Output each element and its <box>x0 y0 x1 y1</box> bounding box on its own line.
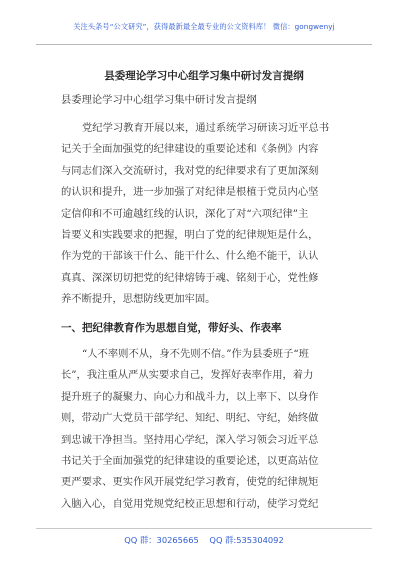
document-subtitle: 县委理论学习中心组学习集中研讨发言提纲 <box>61 94 257 106</box>
paragraph-line: 书记关于全面加强党的纪律建设的重要论述，以更高站位 <box>61 454 319 467</box>
footer-qq-group-2: QQ 群:535304092 <box>209 535 284 545</box>
paragraph-line: 更严要求、更实作风开展党纪学习教育，使党的纪律规矩 <box>61 476 319 489</box>
paragraph-line: 真真、深深切切把党的纪律熔铸于魂、铭刻于心，党性修 <box>61 271 319 284</box>
header-divider <box>36 44 372 45</box>
document-title: 县委理论学习中心组学习集中研讨发言提纲 <box>104 70 304 82</box>
footer-qq-group-1: QQ 群：30265665 <box>124 535 199 545</box>
paragraph-line: 长”，我注重从严从实要求自己，发挥好表率作用，着力 <box>61 369 314 382</box>
paragraph-line: 与同志们深入交流研讨，我对党的纪律要求有了更加深刻 <box>61 164 319 177</box>
paragraph-line: 则，带动广大党员干部学纪、知纪、明纪、守纪，始终做 <box>61 412 319 425</box>
paragraph-line: 记关于全面加强党的纪律建设的重要论述和《条例》内容 <box>61 143 319 156</box>
section-heading: 一、把纪律教育作为思想自觉，带好头、作表率 <box>61 322 282 334</box>
paragraph-line: 党纪学习教育开展以来，通过系统学习研读习近平总书 <box>82 122 330 134</box>
header-banner: 关注头条号“公文研究”，获得最新最全最专业的公文资料库！ 微信：gongwenyj <box>73 22 335 31</box>
paragraph-line: 到忠诚干净担当。坚持用心学纪，深入学习领会习近平总 <box>61 433 319 446</box>
paragraph-line: “人不率则不从，身不先则不信。”作为县委班子“班 <box>82 348 309 360</box>
paragraph-line: 入脑入心，自觉用党规党纪校正思想和行动，使学习党纪 <box>61 497 319 510</box>
paragraph-line: 旨要义和实践要求的把握，明白了党的纪律规矩是什么， <box>61 228 319 241</box>
paragraph-intro <box>61 118 351 311</box>
paragraph-line: 提升班子的凝聚力、向心力和战斗力，以上率下、以身作 <box>61 390 319 403</box>
paragraph-line: 定信仰和不可逾越红线的认识，深化了对“六项纪律”主 <box>61 207 309 220</box>
paragraph-line: 的认识和提升，进一步加强了对纪律是根植于党员内心坚 <box>61 186 319 199</box>
footer-divider <box>36 528 372 529</box>
paragraph-line: 养不断提升，思想防线更加牢固。 <box>61 293 216 306</box>
paragraph-section1 <box>61 344 351 515</box>
paragraph-line: 作为党的干部该干什么、能干什么、什么绝不能干，认认 <box>61 250 319 263</box>
footer-contact <box>0 534 408 546</box>
